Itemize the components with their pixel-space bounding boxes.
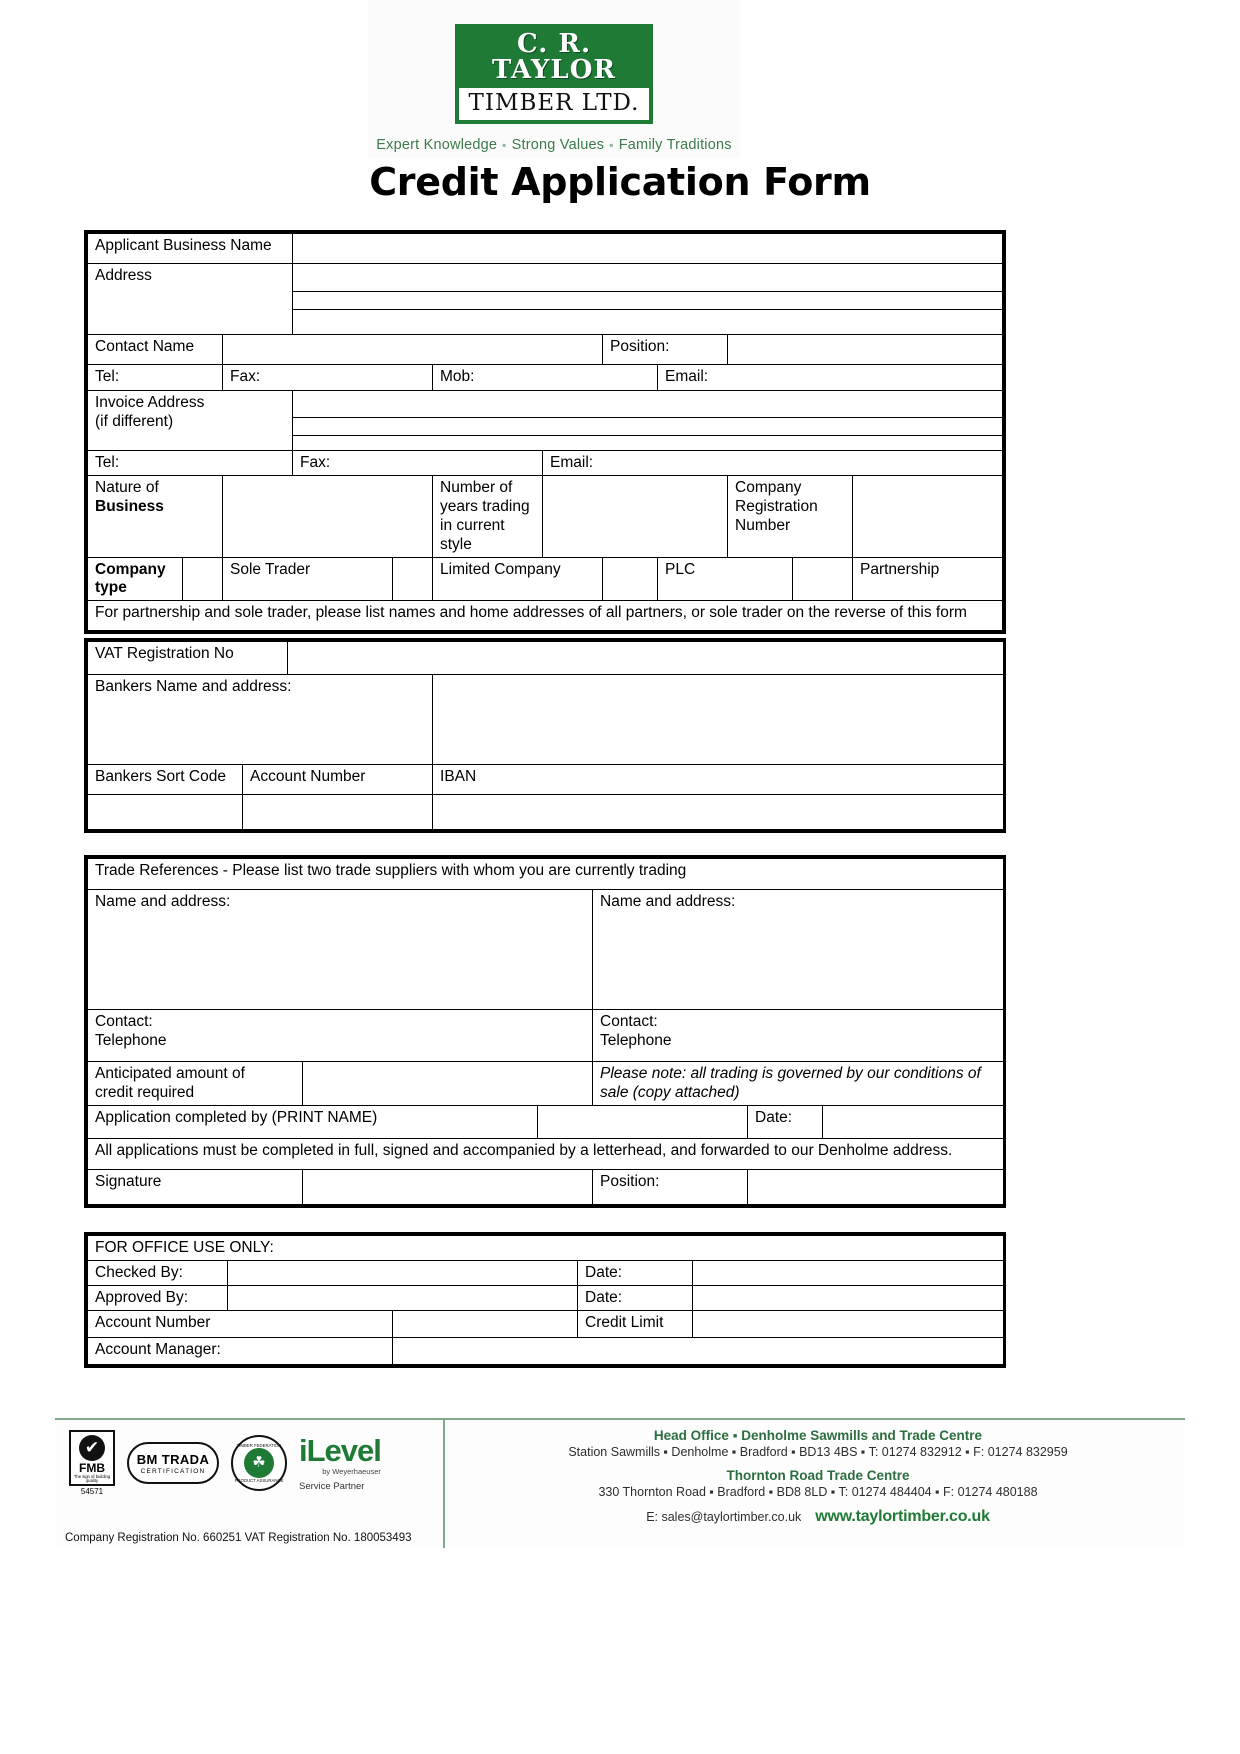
company-type-partnership-label: Partnership [853, 557, 1003, 601]
approved-by-input[interactable] [228, 1285, 578, 1310]
head-office-title: Head Office ▪ Denholme Sawmills and Trade Centre [653, 1428, 983, 1443]
office-use-section [84, 1232, 1006, 1368]
completed-by-label: Application completed by (PRINT NAME) [88, 1105, 538, 1138]
ilevel-by-line: by Weyerhaeuser [322, 1466, 381, 1476]
seal-bottom-text: PRODUCT ASSURANCE [234, 1478, 284, 1483]
company-type-limited-checkbox[interactable] [393, 557, 433, 601]
conditions-of-sale-note: Please note: all trading is governed by our conditions of sale (copy attached) [593, 1062, 1004, 1106]
page-title: Credit Application Form [369, 160, 871, 204]
applicant-details-section [84, 230, 1006, 634]
trade-ref-2-contact-label: Contact: [600, 1013, 658, 1030]
tagline-separator-dot-1: ▪ [502, 138, 507, 152]
address-label: Address [88, 264, 293, 335]
table-row-completed-by [88, 1105, 1004, 1138]
iban-label: IBAN [433, 765, 1004, 795]
vat-registration-input[interactable] [288, 642, 1004, 675]
trade-ref-2-name-address-label: Name and address: [600, 893, 736, 910]
ilevel-name: iLevel [299, 1432, 381, 1468]
trade-ref-1-contact-block[interactable] [88, 1010, 593, 1062]
account-manager-label: Account Manager: [88, 1337, 393, 1364]
checked-date-label: Date: [578, 1260, 693, 1285]
ilevel-service-partner: Service Partner [299, 1480, 365, 1492]
contact-name-input[interactable] [223, 335, 603, 365]
checked-by-input[interactable] [228, 1260, 578, 1285]
completed-by-input[interactable] [538, 1105, 748, 1138]
completed-date-input[interactable] [823, 1105, 1004, 1138]
bank-account-number-input[interactable] [243, 795, 433, 830]
logo-line-2: TIMBER LTD. [459, 88, 649, 120]
table-row-business-name [88, 234, 1003, 264]
office-use-table [87, 1235, 1004, 1365]
table-row-trade-contact [88, 1010, 1004, 1062]
invoice-address-line-1-input[interactable] [293, 391, 1003, 418]
bm-trada-subtitle: CERTIFICATION [140, 1467, 206, 1475]
seal-top-text: TIMBER FEDERATION [236, 1443, 282, 1448]
checked-date-input[interactable] [693, 1260, 1004, 1285]
company-logo-block [368, 0, 740, 158]
ilevel-logo [299, 1432, 381, 1492]
tagline-part-2: Strong Values [511, 137, 605, 153]
trade-ref-1-contact-label: Contact: [95, 1013, 153, 1030]
tagline-part-3: Family Traditions [618, 137, 732, 153]
clover-icon: ☘ [244, 1448, 274, 1478]
bank-table [87, 641, 1004, 830]
page-footer [55, 1418, 1185, 1548]
table-row-contact-name [88, 335, 1003, 365]
tel-label[interactable]: Tel: [88, 365, 223, 391]
invoice-tel-label[interactable]: Tel: [88, 451, 293, 476]
company-type-plc-checkbox[interactable] [603, 557, 658, 601]
table-row-bank-headers [88, 765, 1004, 795]
invoice-address-label [88, 391, 293, 451]
credit-limit-label: Credit Limit [578, 1310, 693, 1337]
signature-label: Signature [88, 1169, 303, 1204]
address-line-2-input[interactable] [293, 292, 1003, 310]
fmb-title: FMB [79, 1461, 105, 1475]
signature-input[interactable] [303, 1169, 593, 1204]
approved-date-input[interactable] [693, 1285, 1004, 1310]
company-tagline [368, 137, 740, 153]
bm-trada-logo [127, 1442, 219, 1484]
table-row-company-type [88, 557, 1003, 601]
approved-date-label: Date: [578, 1285, 693, 1310]
position-input[interactable] [728, 335, 1003, 365]
applicant-table [87, 233, 1003, 631]
fmb-member-number: 54571 [80, 1487, 104, 1496]
credit-limit-input[interactable] [693, 1310, 1004, 1337]
logo-mark [455, 24, 653, 124]
nature-of-business-input[interactable] [223, 475, 433, 557]
applicant-business-name-input[interactable] [293, 234, 1003, 264]
address-line-3-input[interactable] [293, 310, 1003, 335]
years-trading-label: Number of years trading in current style [433, 475, 543, 557]
company-type-sole-checkbox[interactable] [183, 557, 223, 601]
completed-date-label: Date: [748, 1105, 823, 1138]
table-row-office-account-number [88, 1310, 1004, 1337]
trade-references-table [87, 858, 1004, 1205]
trade-ref-2-telephone-label: Telephone [600, 1031, 672, 1049]
company-registration-line: Company Registration No. 660251 VAT Registration No. 180053493 [65, 1532, 412, 1544]
anticipated-credit-label-line2: credit required [95, 1083, 195, 1101]
invoice-address-line-2-input[interactable] [293, 418, 1003, 436]
company-type-sole-label: Sole Trader [223, 557, 393, 601]
fax-label[interactable]: Fax: [223, 365, 433, 391]
anticipated-credit-input[interactable] [303, 1062, 593, 1106]
table-row-invoice-contact-numbers [88, 451, 1003, 476]
tagline-separator-dot-2: ▪ [609, 138, 614, 152]
company-type-label: Company type [88, 557, 183, 601]
bank-account-number-label: Account Number [243, 765, 433, 795]
bank-details-section [84, 638, 1006, 833]
table-row-account-manager [88, 1337, 1004, 1364]
footer-website-link[interactable]: www.taylortimber.co.uk [815, 1508, 990, 1525]
timber-federation-seal-logo [231, 1435, 287, 1491]
trade-ref-1-name-address[interactable] [88, 890, 593, 1010]
all-applications-note: All applications must be completed in full, signed and accompanied by a letterhead, and forwarded to our Denholme address. [88, 1138, 1004, 1169]
nature-of-business-label [88, 475, 223, 557]
company-registration-number-label: Company Registration Number [728, 475, 853, 557]
nature-label-line1: Nature of [95, 478, 159, 496]
address-line-1-input[interactable] [293, 264, 1003, 292]
table-row-invoice-address-1 [88, 391, 1003, 418]
footer-accreditations [55, 1420, 445, 1548]
iban-input[interactable] [433, 795, 1004, 830]
bankers-sort-code-label: Bankers Sort Code [88, 765, 243, 795]
company-type-limited-label: Limited Company [433, 557, 603, 601]
trade-ref-2-name-address[interactable] [593, 890, 1004, 1010]
company-type-plc-label: PLC [658, 557, 793, 601]
mob-label[interactable]: Mob: [433, 365, 658, 391]
table-row-all-applications-note [88, 1138, 1004, 1169]
applicant-business-name-label: Applicant Business Name [88, 234, 293, 264]
fmb-logo [69, 1430, 115, 1486]
invoice-email-label[interactable]: Email: [543, 451, 1003, 476]
signature-position-label: Position: [593, 1169, 748, 1204]
table-row-contact-numbers [88, 365, 1003, 391]
table-row-bank-values [88, 795, 1004, 830]
bankers-name-address-input[interactable] [433, 675, 1004, 765]
anticipated-credit-label [88, 1062, 303, 1106]
office-use-header: FOR OFFICE USE ONLY: [88, 1236, 1004, 1261]
account-manager-input[interactable] [393, 1337, 1004, 1364]
trade-references-section [84, 855, 1006, 1208]
table-row-office-header [88, 1236, 1004, 1261]
partnership-note: For partnership and sole trader, please list names and home addresses of all partners, or sole trader on the reverse of this form [88, 601, 1003, 631]
fmb-logo-wrapper [69, 1430, 115, 1496]
table-row-signature [88, 1169, 1004, 1204]
office-account-number-label: Account Number [88, 1310, 393, 1337]
invoice-address-line-3-input[interactable] [293, 436, 1003, 451]
contact-name-label: Contact Name [88, 335, 223, 365]
anticipated-credit-label-line1: Anticipated amount of [95, 1065, 245, 1082]
table-row-nature-of-business [88, 475, 1003, 557]
check-icon: ✔ [79, 1435, 105, 1461]
table-row-checked-by [88, 1260, 1004, 1285]
signature-position-input[interactable] [748, 1169, 1004, 1204]
company-type-partnership-checkbox[interactable] [793, 557, 853, 601]
invoice-fax-label[interactable]: Fax: [293, 451, 543, 476]
table-row-bankers-name [88, 675, 1004, 765]
trade-ref-2-contact-block[interactable] [593, 1010, 1004, 1062]
table-row-partnership-note [88, 601, 1003, 631]
vat-registration-label: VAT Registration No [88, 642, 288, 675]
table-row-approved-by [88, 1285, 1004, 1310]
trade-ref-1-name-address-label: Name and address: [95, 893, 231, 910]
email-label[interactable]: Email: [658, 365, 1003, 391]
table-row-anticipated-credit [88, 1062, 1004, 1106]
footer-email-web-row [461, 1508, 1175, 1526]
logo-line-1: C. R. TAYLOR [459, 28, 649, 88]
bm-trada-title: BM TRADA [136, 1451, 210, 1467]
years-trading-input[interactable] [543, 475, 728, 557]
thornton-road-address: 330 Thornton Road ▪ Bradford ▪ BD8 8LD ▪ T: 01274 484404 ▪ F: 01274 480188 [598, 1485, 1038, 1499]
table-row-address-1 [88, 264, 1003, 292]
office-account-number-input[interactable] [393, 1310, 578, 1337]
head-office-address: Station Sawmills ▪ Denholme ▪ Bradford ▪ BD13 4BS ▪ T: 01274 832912 ▪ F: 01274 832959 [568, 1445, 1068, 1459]
table-row-trade-name-address [88, 890, 1004, 1010]
tagline-part-1: Expert Knowledge [376, 137, 498, 153]
footer-contact-details [445, 1420, 1185, 1548]
invoice-address-label-line2: (if different) [95, 412, 174, 430]
footer-email[interactable]: E: sales@taylortimber.co.uk [646, 1510, 802, 1524]
fmb-subtitle: The sign of building quality [73, 1473, 111, 1484]
approved-by-label: Approved By: [88, 1285, 228, 1310]
nature-label-line2: Business [95, 497, 164, 515]
position-label: Position: [603, 335, 728, 365]
trade-references-header: Trade References - Please list two trade suppliers with whom you are currently trading [88, 859, 1004, 890]
invoice-address-label-line1: Invoice Address [95, 394, 205, 411]
thornton-road-title: Thornton Road Trade Centre [726, 1468, 910, 1483]
company-registration-number-input[interactable] [853, 475, 1003, 557]
table-row-vat [88, 642, 1004, 675]
table-row-trade-header [88, 859, 1004, 890]
bankers-sort-code-input[interactable] [88, 795, 243, 830]
bankers-name-address-label: Bankers Name and address: [88, 675, 433, 765]
checked-by-label: Checked By: [88, 1260, 228, 1285]
trade-ref-1-telephone-label: Telephone [95, 1031, 167, 1049]
